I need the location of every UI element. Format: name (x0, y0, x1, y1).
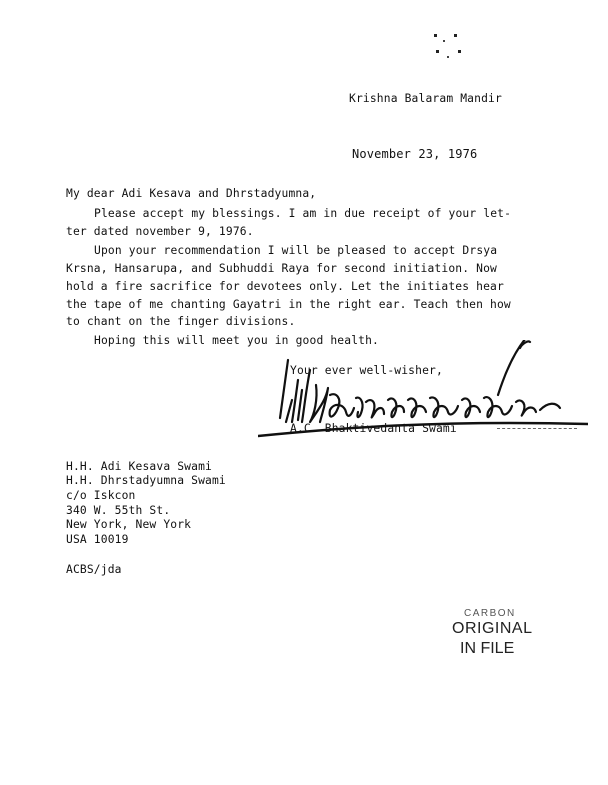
reference-initials: ACBS/jda (66, 563, 122, 576)
dashed-line (497, 428, 577, 429)
body-line: the tape of me chanting Gayatri in the right ear. Teach then how (66, 298, 511, 311)
recipient-line: New York, New York (66, 518, 192, 531)
recipient-line: H.H. Adi Kesava Swami (66, 460, 212, 473)
body-line: Upon your recommendation I will be pleased to accept Drsya (94, 244, 498, 257)
body-line: to chant on the finger divisions. (66, 315, 296, 328)
closing: Your ever well-wisher, (290, 364, 443, 377)
body-line: Hoping this will meet you in good health. (94, 334, 380, 347)
signer-name: A.C. Bhaktivedanta Swami (290, 422, 457, 435)
salutation: My dear Adi Kesava and Dhrstadyumna, (66, 187, 317, 200)
recipient-line: c/o Iskcon (66, 489, 136, 502)
stamp-original: ORIGINAL (452, 620, 533, 637)
recipient-line: 340 W. 55th St. (66, 504, 171, 517)
recipient-line: USA 10019 (66, 533, 129, 546)
stamp-carbon: CARBON (464, 608, 516, 619)
body-line: Please accept my blessings. I am in due receipt of your let- (94, 207, 512, 220)
body-line: Krsna, Hansarupa, and Subhuddi Raya for second initiation. Now (66, 262, 497, 275)
letter-date: November 23, 1976 (352, 147, 478, 161)
body-line: hold a fire sacrifice for devotees only. Let the initiates hear (66, 280, 504, 293)
body-line: ter dated november 9, 1976. (66, 225, 254, 238)
page-marks (432, 30, 472, 69)
letter-location: Krishna Balaram Mandir (349, 92, 502, 105)
stamp-in-file: IN FILE (460, 640, 515, 657)
recipient-line: H.H. Dhrstadyumna Swami (66, 474, 226, 487)
original-in-file-stamp (452, 608, 532, 659)
